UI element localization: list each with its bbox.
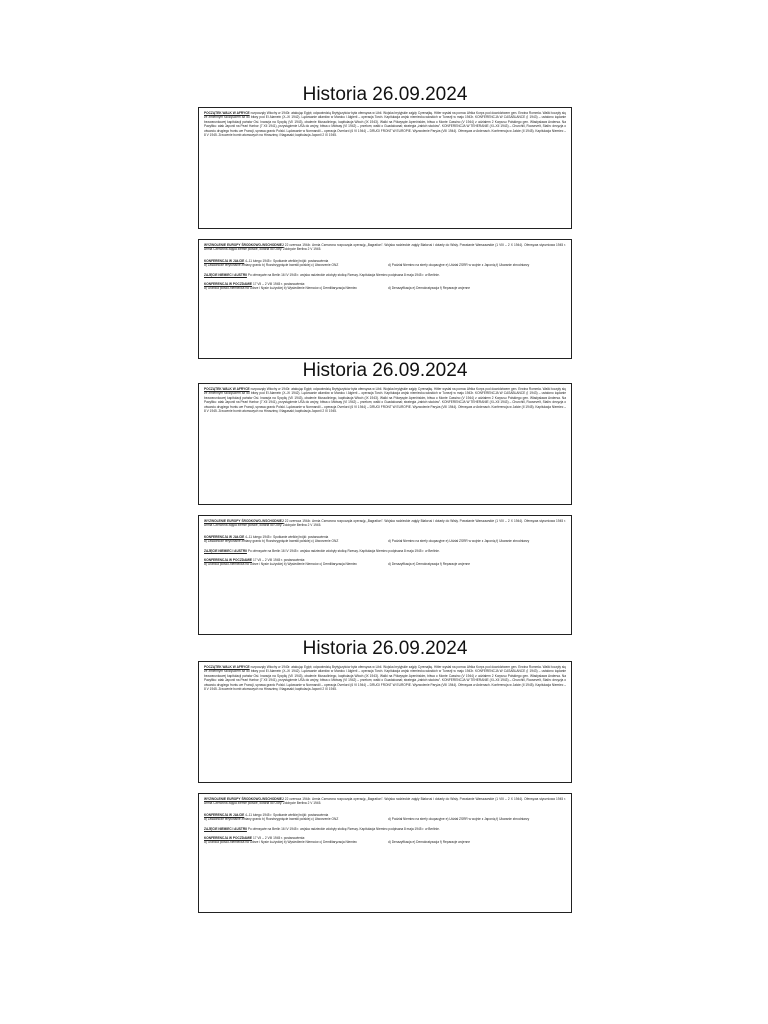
section-3 (198, 638, 572, 913)
list-column-left: a) Granica polsko-niemiecka na Odrze i Nysie Łużyckiej b) Wysiedlenie Niemców c) Demilitaryzacja Niemiec (204, 286, 358, 291)
list-column-left: a) Granica polsko-niemiecka na Odrze i Nysie Łużyckiej b) Wysiedlenie Niemców c) Demilitaryzacja Niemiec (204, 840, 358, 845)
section-2 (198, 360, 572, 635)
list-column-left: a) Zasadnicze terytorialne zmiany granic b) Rozstrzygnięcie kwestii polskiej c) Utworzenie ONZ (204, 539, 339, 544)
page-title: Historia 26.09.2024 (302, 638, 468, 659)
heading: POCZĄTEK WALK W AFRYCE (204, 665, 250, 669)
sub-heading: KONFERENCJA W JAŁCIE (204, 812, 245, 817)
body-text: 22 czerwca 1944r. Armia Czerwona rozpoczęła operację „Bagration”. Wojska radzieckie zajęły Białoruś i dotarły do Wisły. Powstanie Warszawskie (1 VIII – 2 X 1944). Ofensywa styczniowa 1945 r. Armia Czerwona zajęła ziemie polskie, dotarła do Odry. Zdobycie Berlina 2 V 1945. (204, 519, 566, 528)
sub-text: Po ofensywie na Berlin 16 IV 1945 r. wojska radzieckie zdobyły stolicę Rzeszy. Kapitulacja Niemiec podpisana 8 maja 1945 r. w Berlinie. (247, 826, 440, 831)
sub-text: 4–11 lutego 1945 r. Spotkanie wielkiej trójki: postanowienia (245, 258, 329, 263)
sub-heading: KONFERENCJA W POCZDAMIE (204, 836, 253, 841)
list-column-right: d) Podział Niemiec na strefy okupacyjne e) Udział ZSRR w wojnie z Japonią f) Ukaranie zbrodniarzy (388, 817, 530, 822)
page-title: Historia 26.09.2024 (302, 84, 468, 105)
text-box-1 (198, 661, 572, 783)
sub-text: 17 VII – 2 VIII 1945 r. postanowienia: (252, 282, 306, 287)
text-box-2 (198, 239, 572, 359)
list-column-right: d) Podział Niemiec na strefy okupacyjne e) Udział ZSRR w wojnie z Japonią f) Ukaranie zbrodniarzy (388, 263, 530, 268)
body-text: 22 czerwca 1944r. Armia Czerwona rozpoczęła operację „Bagration”. Wojska radzieckie zajęły Białoruś i dotarły do Wisły. Powstanie Warszawskie (1 VIII – 2 X 1944). Ofensywa styczniowa 1945 r. Armia Czerwona zajęła ziemie polskie, dotarła do Odry. Zdobycie Berlina 2 V 1945. (204, 797, 566, 806)
list-column-right: d) Denazyfikacja e) Demokratyzacja f) Reparacje wojenne (388, 840, 471, 845)
sub-heading: ZAJĘCIE NIEMIEC I AUSTRII (204, 548, 247, 553)
sub-text: 4–11 lutego 1945 r. Spotkanie wielkiej trójki: postanowienia (245, 534, 329, 539)
sub-heading: KONFERENCJA W JAŁCIE (204, 258, 245, 263)
sub-heading: KONFERENCJA W JAŁCIE (204, 534, 245, 539)
sub-heading: ZAJĘCIE NIEMIEC I AUSTRII (204, 272, 247, 277)
list-column-left: a) Granica polsko-niemiecka na Odrze i Nysie Łużyckiej b) Wysiedlenie Niemców c) Demilitaryzacja Niemiec (204, 562, 358, 567)
paragraph (204, 387, 566, 413)
paragraph (204, 111, 566, 137)
sub-heading: ZAJĘCIE NIEMIEC I AUSTRII (204, 826, 247, 831)
sub-text: 17 VII – 2 VIII 1945 r. postanowienia: (252, 836, 306, 841)
heading: POCZĄTEK WALK W AFRYCE (204, 387, 250, 391)
page-title: Historia 26.09.2024 (302, 360, 468, 381)
list-columns (204, 562, 566, 566)
sub-text: Po ofensywie na Berlin 16 IV 1945 r. wojska radzieckie zdobyły stolicę Rzeszy. Kapitulacja Niemiec podpisana 8 maja 1945 r. w Berlinie. (247, 548, 440, 553)
text-box-1 (198, 383, 572, 505)
list-columns (204, 840, 566, 844)
list-columns (204, 286, 566, 290)
body-text: rozpoczęły Włochy w 1940r. atakując Egipt; odpowiedzią Brytyjczyków była ofensywa w Libii. Wojska brytyjskie zajęły Cyrenajkę. Hitler wysłał na pomoc Afrika Korps pod dowództwem gen. Erwina Rommla. Walki toczyły się ze zmiennym szczęściem aż do bitwy pod El Alamein (X–XI 1942). Lądowanie aliantów w Maroku i Algierii – operacja Torch. Kapitulacja wojsk niemiecko-włoskich w Tunezji w maju 1943r. KONFERENCJA W CASABLANCE (I 1943) – ustalono żądanie bezwarunkowej kapitulacji państw Osi. Inwazja na Sycylię (VII 1943), obalenie Mussoliniego, kapitulacja Włoch (IX 1943). Walki na Półwyspie Apenińskim, bitwa o Monte Cassino (V 1944) z udziałem 2 Korpusu Polskiego gen. Władysława Andersa. Na Pacyfiku: atak Japonii na Pearl Harbor (7 XII 1941), przystąpienie USA do wojny; bitwa o Midway (VI 1942) – przełom; walki o Guadalcanal; strategia „żabich skoków”. KONFERENCJA W TEHERANIE (XI–XII 1943) – Churchill, Roosevelt, Stalin: decyzja o otwarciu drugiego frontu we Francji, sprawa granic Polski. Lądowanie w Normandii – operacja Overlord (6 VI 1944) – DRUGI FRONT W EUROPIE. Wyzwolenie Paryża (VIII 1944). Ofensywa w Ardenach. Konferencja w Jałcie (II 1945). Kapitulacja Niemiec – 8 V 1945. Zrzucenie bomb atomowych na Hiroszimę i Nagasaki; kapitulacja Japonii 2 IX 1945. (204, 111, 566, 138)
list-column-right: d) Podział Niemiec na strefy okupacyjne e) Udział ZSRR w wojnie z Japonią f) Ukaranie zbrodniarzy (388, 539, 530, 544)
body-text: rozpoczęły Włochy w 1940r. atakując Egipt; odpowiedzią Brytyjczyków była ofensywa w Libii. Wojska brytyjskie zajęły Cyrenajkę. Hitler wysłał na pomoc Afrika Korps pod dowództwem gen. Erwina Rommla. Walki toczyły się ze zmiennym szczęściem aż do bitwy pod El Alamein (X–XI 1942). Lądowanie aliantów w Maroku i Algierii – operacja Torch. Kapitulacja wojsk niemiecko-włoskich w Tunezji w maju 1943r. KONFERENCJA W CASABLANCE (I 1943) – ustalono żądanie bezwarunkowej kapitulacji państw Osi. Inwazja na Sycylię (VII 1943), obalenie Mussoliniego, kapitulacja Włoch (IX 1943). Walki na Półwyspie Apenińskim, bitwa o Monte Cassino (V 1944) z udziałem 2 Korpusu Polskiego gen. Władysława Andersa. Na Pacyfiku: atak Japonii na Pearl Harbor (7 XII 1941), przystąpienie USA do wojny; bitwa o Midway (VI 1942) – przełom; walki o Guadalcanal; strategia „żabich skoków”. KONFERENCJA W TEHERANIE (XI–XII 1943) – Churchill, Roosevelt, Stalin: decyzja o otwarciu drugiego frontu we Francji, sprawa granic Polski. Lądowanie w Normandii – operacja Overlord (6 VI 1944) – DRUGI FRONT W EUROPIE. Wyzwolenie Paryża (VIII 1944). Ofensywa w Ardenach. Konferencja w Jałcie (II 1945). Kapitulacja Niemiec – 8 V 1945. Zrzucenie bomb atomowych na Hiroszimę i Nagasaki; kapitulacja Japonii 2 IX 1945. (204, 665, 566, 692)
paragraph (204, 243, 566, 252)
text-box-1 (198, 107, 572, 229)
heading: WYZWOLENIE EUROPY ŚRODKOWO-WSCHODNIEJ (204, 243, 284, 247)
list-column-left: a) Zasadnicze terytorialne zmiany granic b) Rozstrzygnięcie kwestii polskiej c) Utworzenie ONZ (204, 817, 339, 822)
section-1 (198, 84, 572, 359)
sub-text: Po ofensywie na Berlin 16 IV 1945 r. wojska radzieckie zdobyły stolicę Rzeszy. Kapitulacja Niemiec podpisana 8 maja 1945 r. w Berlinie. (247, 272, 440, 277)
list-column-right: d) Denazyfikacja e) Demokratyzacja f) Reparacje wojenne (388, 286, 471, 291)
list-column-right: d) Denazyfikacja e) Demokratyzacja f) Reparacje wojenne (388, 562, 471, 567)
heading: WYZWOLENIE EUROPY ŚRODKOWO-WSCHODNIEJ (204, 797, 284, 801)
list-column-left: a) Zasadnicze terytorialne zmiany granic b) Rozstrzygnięcie kwestii polskiej c) Utworzenie ONZ (204, 263, 339, 268)
text-box-2 (198, 793, 572, 913)
heading: POCZĄTEK WALK W AFRYCE (204, 111, 250, 115)
body-text: 22 czerwca 1944r. Armia Czerwona rozpoczęła operację „Bagration”. Wojska radzieckie zajęły Białoruś i dotarły do Wisły. Powstanie Warszawskie (1 VIII – 2 X 1944). Ofensywa styczniowa 1945 r. Armia Czerwona zajęła ziemie polskie, dotarła do Odry. Zdobycie Berlina 2 V 1945. (204, 243, 566, 252)
sub-text: 17 VII – 2 VIII 1945 r. postanowienia: (252, 558, 306, 563)
body-text: rozpoczęły Włochy w 1940r. atakując Egipt; odpowiedzią Brytyjczyków była ofensywa w Libii. Wojska brytyjskie zajęły Cyrenajkę. Hitler wysłał na pomoc Afrika Korps pod dowództwem gen. Erwina Rommla. Walki toczyły się ze zmiennym szczęściem aż do bitwy pod El Alamein (X–XI 1942). Lądowanie aliantów w Maroku i Algierii – operacja Torch. Kapitulacja wojsk niemiecko-włoskich w Tunezji w maju 1943r. KONFERENCJA W CASABLANCE (I 1943) – ustalono żądanie bezwarunkowej kapitulacji państw Osi. Inwazja na Sycylię (VII 1943), obalenie Mussoliniego, kapitulacja Włoch (IX 1943). Walki na Półwyspie Apenińskim, bitwa o Monte Cassino (V 1944) z udziałem 2 Korpusu Polskiego gen. Władysława Andersa. Na Pacyfiku: atak Japonii na Pearl Harbor (7 XII 1941), przystąpienie USA do wojny; bitwa o Midway (VI 1942) – przełom; walki o Guadalcanal; strategia „żabich skoków”. KONFERENCJA W TEHERANIE (XI–XII 1943) – Churchill, Roosevelt, Stalin: decyzja o otwarciu drugiego frontu we Francji, sprawa granic Polski. Lądowanie w Normandii – operacja Overlord (6 VI 1944) – DRUGI FRONT W EUROPIE. Wyzwolenie Paryża (VIII 1944). Ofensywa w Ardenach. Konferencja w Jałcie (II 1945). Kapitulacja Niemiec – 8 V 1945. Zrzucenie bomb atomowych na Hiroszimę i Nagasaki; kapitulacja Japonii 2 IX 1945. (204, 387, 566, 414)
sub-text: 4–11 lutego 1945 r. Spotkanie wielkiej trójki: postanowienia (245, 812, 329, 817)
sub-heading: KONFERENCJA W POCZDAMIE (204, 282, 253, 287)
text-box-2 (198, 515, 572, 635)
heading: WYZWOLENIE EUROPY ŚRODKOWO-WSCHODNIEJ (204, 519, 284, 523)
sub-heading: KONFERENCJA W POCZDAMIE (204, 558, 253, 563)
paragraph (204, 519, 566, 528)
paragraph (204, 797, 566, 806)
paragraph (204, 665, 566, 691)
